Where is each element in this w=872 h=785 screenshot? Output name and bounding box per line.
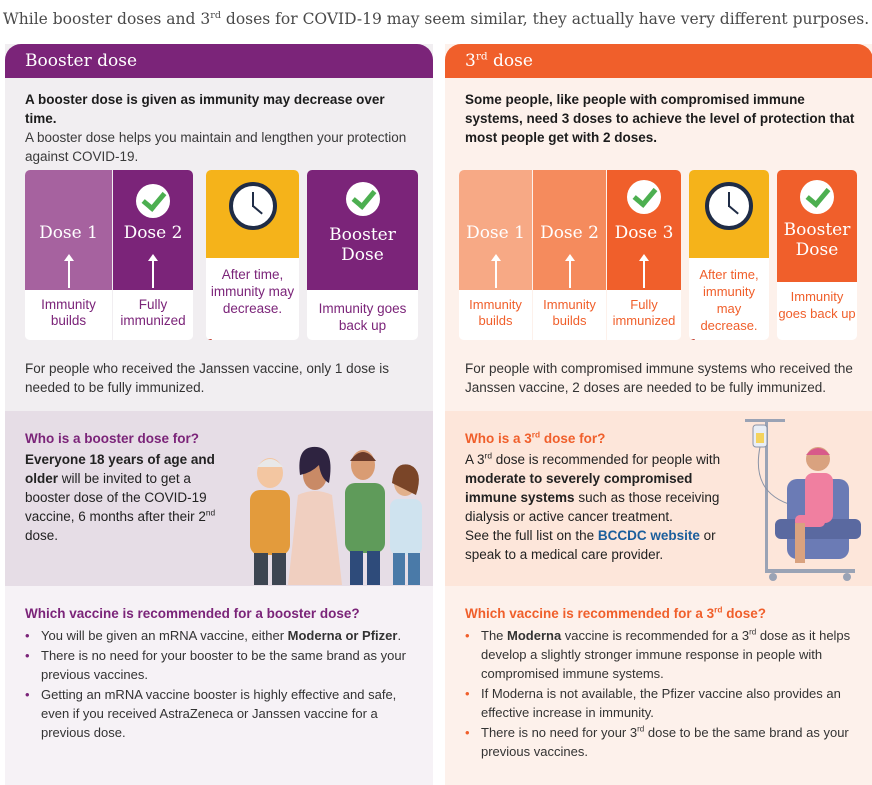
up-arrow-icon [152, 256, 154, 288]
janssen-note: For people with compromised immune systems who received the Janssen vaccine, 2 doses are needed to be fully immunized. [465, 361, 853, 395]
intro-text: While booster doses and 3rd doses for COVID-19 may seem similar, they actually have very different purposes. [2, 9, 870, 28]
janssen-note: For people who received the Janssen vaccine, only 1 dose is needed to be fully immunized. [25, 361, 389, 395]
checkmark-icon [627, 180, 661, 214]
up-arrow-icon [643, 256, 645, 288]
list-item: • You will be given an mRNA vaccine, either Moderna or Pfizer. [25, 626, 413, 645]
third-dose-panel [445, 44, 872, 785]
bccdc-website-link[interactable]: BCCDC website [597, 528, 700, 543]
third-dose-header: 3rd dose [445, 44, 872, 78]
list-item: • There is no need for your booster to be the same brand as your previous vaccines. [25, 646, 413, 684]
up-arrow-icon [569, 256, 571, 288]
up-arrow-icon [495, 256, 497, 288]
clock-icon [705, 182, 753, 230]
dose-1-cell: Dose 1 Immunity builds [25, 170, 112, 340]
time-passes-card: After time, immunity may decrease. [206, 170, 299, 340]
dose-1-2-card [25, 170, 193, 340]
dose-2-cell: Dose 2 Fully immunized [113, 170, 193, 340]
booster-dose-header: Booster dose [5, 44, 433, 78]
rec-question: Which vaccine is recommended for a 3rd dose? [465, 604, 766, 621]
who-section [445, 411, 872, 586]
booster-card: Booster Dose Immunity goes back up [307, 170, 418, 340]
third-lead: Some people, like people with compromised immune systems, need 3 doses to achieve the level of protection that most people get with 2 doses. [465, 92, 855, 145]
checkmark-icon [800, 180, 834, 214]
clock-icon [229, 182, 277, 230]
booster-lead: A booster dose is given as immunity may decrease over time. A booster dose helps you maintain and lengthen your protection against COVID-19. [25, 92, 407, 164]
recommendation-section: Which vaccine is recommended for a booster dose? • You will be given an mRNA vaccine, either Moderna or Pfizer. • There is no need for your booster to be the same brand as your previous vaccines. • Getting an mRNA vaccine booster is highly effective and safe, even if you received AstraZeneca or Janssen vaccine for a previous dose. [5, 586, 433, 785]
dose-2-cell: Dose 2 Immunity builds [533, 170, 606, 340]
who-section: Who is a booster dose for? Everyone 18 years of age and older will be invited to get a booster dose of the COVID-19 vaccine, 6 months after their 2nd dose. [5, 411, 433, 586]
checkmark-icon [136, 184, 170, 218]
who-answer: Everyone 18 years of age and older will be invited to get a booster dose of the COVID-19 vaccine, 6 months after their 2nd dose. [25, 452, 216, 543]
recommendation-list [465, 626, 853, 762]
list-item: • If Moderna is not available, the Pfizer vaccine also provides an effective increase in immunity. [465, 684, 853, 722]
list-item: • Getting an mRNA vaccine booster is highly effective and safe, even if you received AstraZeneca or Janssen vaccine for a previous dose. [25, 685, 413, 742]
who-answer: A 3rd dose is recommended for people with moderate to severely compromised immune systems such as those receiving dialysis or active cancer treatment. See the full list on the BCCDC website or speak to a medical care provider. [465, 450, 721, 562]
patient-in-chair-illustration [725, 419, 865, 584]
dose-3-cell: Dose 3 Fully immunized [607, 170, 681, 340]
group-of-people-illustration [230, 435, 430, 585]
recommendation-list [25, 626, 413, 743]
who-question: Who is a 3rd dose for? [465, 429, 606, 446]
booster-card: Booster Dose Immunity goes back up [777, 170, 857, 340]
list-item: • There is no need for your 3rd dose to be the same brand as your previous vaccines. [465, 723, 853, 761]
list-item: • The Moderna vaccine is recommended for a 3rd dose as it helps develop a slightly stronger immune response in people with compromised immune systems. [465, 626, 853, 683]
checkmark-icon [346, 182, 380, 216]
dose-1-cell: Dose 1 Immunity builds [459, 170, 532, 340]
time-passes-card: After time, immunity may decrease. [689, 170, 769, 340]
recommendation-section [445, 586, 872, 785]
up-arrow-icon [68, 256, 70, 288]
booster-dose-panel [5, 44, 433, 785]
dose-1-2-3-card [459, 170, 681, 340]
